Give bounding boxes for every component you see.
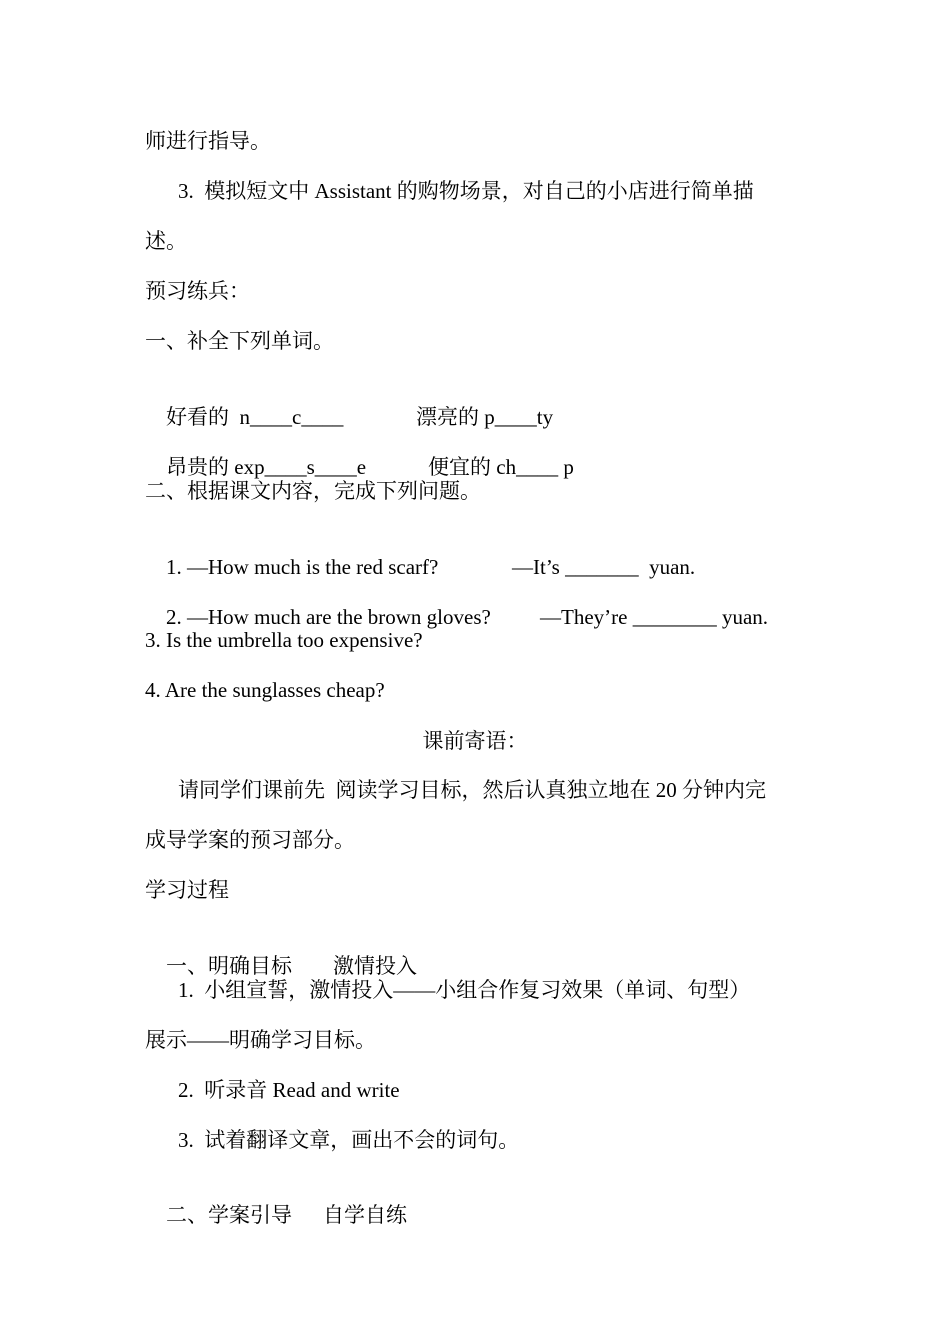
text-line: 成导学案的预习部分。 xyxy=(145,828,355,852)
text-line: 师进行指导。 xyxy=(145,129,271,153)
heading-part: 激情投入 xyxy=(333,954,417,978)
question-text: 3. Is the umbrella too expensive? xyxy=(145,628,423,652)
centered-heading: 课前寄语： xyxy=(422,729,528,753)
section-heading: 学习过程 xyxy=(145,878,229,902)
text-line: 1. 小组宣誓，激情投入——小组合作复习效果（单词、句型） xyxy=(178,978,751,1002)
word-fill-item: 好看的 n____c____ xyxy=(166,405,344,429)
heading-part: 一、明确目标 xyxy=(166,954,292,978)
question-text: 1. —How much is the red scarf? xyxy=(166,555,439,579)
text-line: 请同学们课前先 阅读学习目标，然后认真独立地在 20 分钟内完 xyxy=(178,778,766,802)
answer-blank: —It’s _______ yuan. xyxy=(512,555,696,579)
text-line: 展示——明确学习目标。 xyxy=(145,1028,376,1052)
heading-part: 二、学案引导 xyxy=(166,1203,292,1227)
section-heading xyxy=(145,1176,407,1254)
question-text: 2. —How much are the brown gloves? xyxy=(166,605,491,629)
question-text: 4. Are the sunglasses cheap? xyxy=(145,678,385,702)
word-fill-item: 便宜的 ch____ p xyxy=(428,455,574,479)
text-line: 述。 xyxy=(145,229,187,253)
section-heading: 一、补全下列单词。 xyxy=(145,329,334,353)
text-line: 2. 听录音 Read and write xyxy=(178,1078,400,1102)
answer-blank: —They’re ________ yuan. xyxy=(540,605,769,629)
word-fill-item: 昂贵的 exp____s____e xyxy=(166,455,367,479)
word-fill-item: 漂亮的 p____ty xyxy=(416,405,554,429)
text-line: 3. 模拟短文中 Assistant 的购物场景，对自己的小店进行简单描 xyxy=(178,179,754,203)
section-heading: 预习练兵： xyxy=(145,279,250,303)
section-heading: 二、根据课文内容，完成下列问题。 xyxy=(145,479,481,503)
heading-part: 自学自练 xyxy=(323,1203,407,1227)
text-line: 3. 试着翻译文章，画出不会的词句。 xyxy=(178,1128,520,1152)
